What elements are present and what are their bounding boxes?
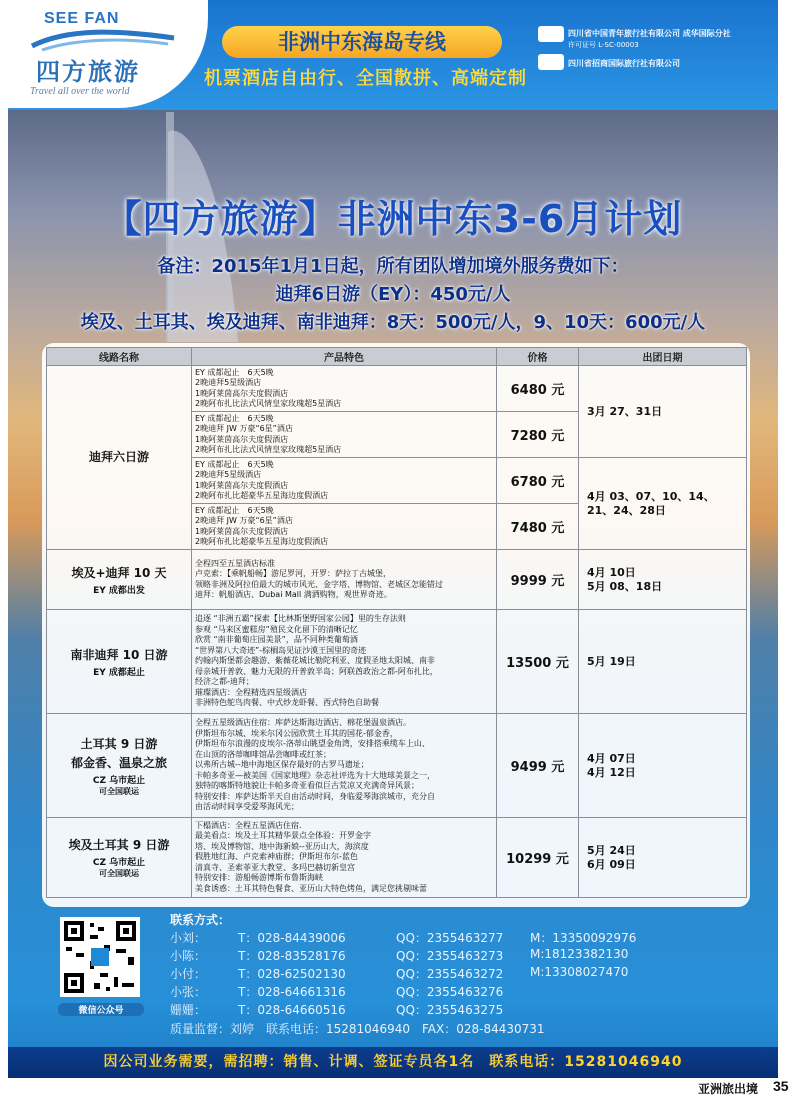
col-header-dates: 出团日期 (579, 348, 747, 366)
features: 下榻酒店：全程五星酒店住宿. 最美看点：埃及土耳其精华景点全体验：开罗金字 塔、埃及博物馆、地中海新娘--亚历山大，海滨度 假胜地红海、卢克索神庙群；伊斯坦布尔-蓝色 清真寺、圣索菲亚大教堂、多玛巴赫切新皇宫 特别安排：游船畅游博斯布鲁斯海峡 美食诱惑：土耳其特色餐食、亚历山大特色烤鱼，满足您挑剔味蕾 (192, 818, 497, 898)
price: 9499 元 (497, 714, 579, 818)
price: 9999 元 (497, 550, 579, 610)
header-subtitle: 机票酒店自由行、全国散拼、高端定制 (204, 68, 527, 89)
itinerary-table (42, 343, 750, 907)
price: 10299 元 (497, 818, 579, 898)
price: 6480 元 (497, 366, 579, 412)
logo-wave-icon (28, 28, 178, 52)
note-line-2: 迪拜6日游（EY）：450元/人 (275, 284, 511, 305)
logo-tagline: Travel all over the world (30, 86, 130, 97)
route-egypt-dubai: 埃及+迪拜 10 天 EY 成都出发 (47, 550, 192, 610)
route-dubai: 迪拜六日游 (47, 366, 192, 550)
col-header-features: 产品特色 (192, 348, 497, 366)
route-turkey: 土耳其 9 日游 郁金香、温泉之旅 CZ 乌市起止 可全国联运 (47, 714, 192, 818)
table-row (47, 714, 747, 818)
features: 追逐 “非洲五霸”探索【比林斯堡野国家公园】里的生存法则 参观 “马来区蜜糕房”殖民文化留下的清晰记忆 欣赏 “南非葡萄庄园美景”，品不同种类葡萄酒 “世界第八大奇迹”-棕榈岛见证沙漠王国里的奇迹 约翰内斯堡都会趣游、紫薇花城比勒陀利亚、度假圣地太阳城、南非 母亲城开普敦、魅力无限的开普敦半岛；阿联酋政治之都-阿布扎比， 经济之都-迪拜； 璀璨酒店：全程精选四星级酒店 非洲特色鸵鸟肉餐、中式炒龙虾餐、西式特色自助餐 (192, 610, 497, 714)
features: EY 成都起止 6天5晚 2晚迪拜 JW 万豪“6星”酒店 1晚阿莱茵高尔夫度假酒店 2晚阿布扎比法式风情皇家玫瑰超5星酒店 (192, 412, 497, 458)
features: EY 成都起止 6天5晚 2晚迪拜5星级酒店 1晚阿莱茵高尔夫度假酒店 2晚阿布扎比超豪华五星海边度假酒店 (192, 458, 497, 504)
merchants-logo-icon (538, 54, 564, 70)
agency-1: 四川省中国青年旅行社有限公司 成华国际分社 (568, 29, 731, 38)
contact-section: 微信公众号 联系方式： 小刘： T：028-84439006 QQ：2355463277 M：13350092976 小陈： T：028-83528176 QQ：2355463273 M:18123382130 小付： T：028-62502130 QQ：2355463272 M:13308027470 小张： T：028-64661316 QQ：2355463276 姗姗： T：028-64660516 QQ：2355463275 质量监督：刘婷 联系电话：15281046940 FAX：028-84430731 (8, 907, 778, 1047)
recruitment-footer: 因公司业务需要，需招聘：销售、计调、签证专员各1名 联系电话：15281046940 (8, 1047, 778, 1078)
note-line-1: 备注：2015年1月1日起，所有团队增加境外服务费如下： (157, 256, 629, 277)
quality-supervisor: 质量监督：刘婷 联系电话：15281046940 FAX：028-84430731 (170, 1022, 545, 1036)
col-header-price: 价格 (497, 348, 579, 366)
route-banner: 非洲中东海岛专线 (222, 26, 502, 58)
agency-2: 四川省招商国际旅行社有限公司 (568, 59, 680, 68)
table-row (47, 550, 747, 610)
price: 7280 元 (497, 412, 579, 458)
dates: 4月 07日 4月 12日 (579, 714, 747, 818)
price: 13500 元 (497, 610, 579, 714)
features: EY 成都起止 6天5晚 2晚迪拜 JW 万豪“6星”酒店 1晚阿莱茵高尔夫度假酒店 2晚阿布扎比超豪华五星海边度假酒店 (192, 504, 497, 550)
route-egypt-turkey: 埃及土耳其 9 日游 CZ 乌市起止 可全国联运 (47, 818, 192, 898)
publication-name: 亚洲旅出境 (698, 1082, 759, 1096)
contact-title: 联系方式： (170, 913, 231, 927)
page (8, 0, 778, 1078)
agency-1-license: 许可证号 L-SC-00003 (568, 41, 639, 49)
logo (8, 0, 208, 108)
col-header-route: 线路名称 (47, 348, 192, 366)
table-row (47, 610, 747, 714)
table-header-row (47, 348, 747, 366)
features: 全程四至五星酒店标准 卢克索：【乘帆船畅】游尼罗河，开罗：萨拉丁古城堡， 领略非洲及阿拉伯最大的城市风光、金字塔、博物馆、老城区怎能错过 迪拜：帆船酒店、Dubai Mall 满洒购物，观世界奇迹。 (192, 550, 497, 610)
dates: 3月 27、31日 (579, 366, 747, 458)
table-row (47, 366, 747, 412)
note-line-3: 埃及、土耳其、埃及迪拜、南非迪拜：8天：500元/人，9、10天：600元/人 (80, 312, 706, 333)
page-number: 35 (773, 1078, 789, 1094)
youth-travel-logo-icon (538, 26, 564, 42)
features: EY 成都起止 6天5晚 2晚迪拜5星级酒店 1晚阿莱茵高尔夫度假酒店 2晚阿布扎比法式风情皇家玫瑰超5星酒店 (192, 366, 497, 412)
dates: 5月 24日 6月 09日 (579, 818, 747, 898)
logo-en: SEE FAN (44, 10, 120, 27)
qr-label: 微信公众号 (58, 1003, 144, 1016)
logo-cn: 四方旅游 (36, 58, 140, 86)
agency-info (538, 26, 768, 78)
wechat-qr-code[interactable] (60, 917, 140, 997)
price: 7480 元 (497, 504, 579, 550)
header (8, 0, 778, 110)
dates: 4月 10日 5月 08、18日 (579, 550, 747, 610)
table-row (47, 818, 747, 898)
dates: 4月 03、07、10、14、 21、24、28日 (579, 458, 747, 550)
features: 全程五星级酒店住宿：库萨达斯海边酒店、棉花堡温泉酒店。 伊斯坦布尔城、埃米尔冈公园欣赏土耳其的国花-郁金香， 伊斯坦布尔浪漫的皮埃尔-洛蒂山眺望金角湾，安排搭乘缆车上山、 在山顶的洛蒂咖啡馆品尝咖啡或红茶； 以弗所古城--地中海地区保存最好的古罗马遗址； 卡帕多奇亚—被美国《国家地理》杂志社评选为十大地球美景之一， 独特的喀斯特地貌让卡帕多奇亚看似巨古荒凉又充满奇异风景； 特别安排：库萨达斯半天自由活动时间，身临爱琴海滨城市，充分自 由活动时间享受爱琴海风光； (192, 714, 497, 818)
price: 6780 元 (497, 458, 579, 504)
main-title: 【四方旅游】非洲中东3-6月计划 (103, 197, 683, 241)
dates: 5月 19日 (579, 610, 747, 714)
route-south-africa-dubai: 南非迪拜 10 日游 EY 成都起止 (47, 610, 192, 714)
